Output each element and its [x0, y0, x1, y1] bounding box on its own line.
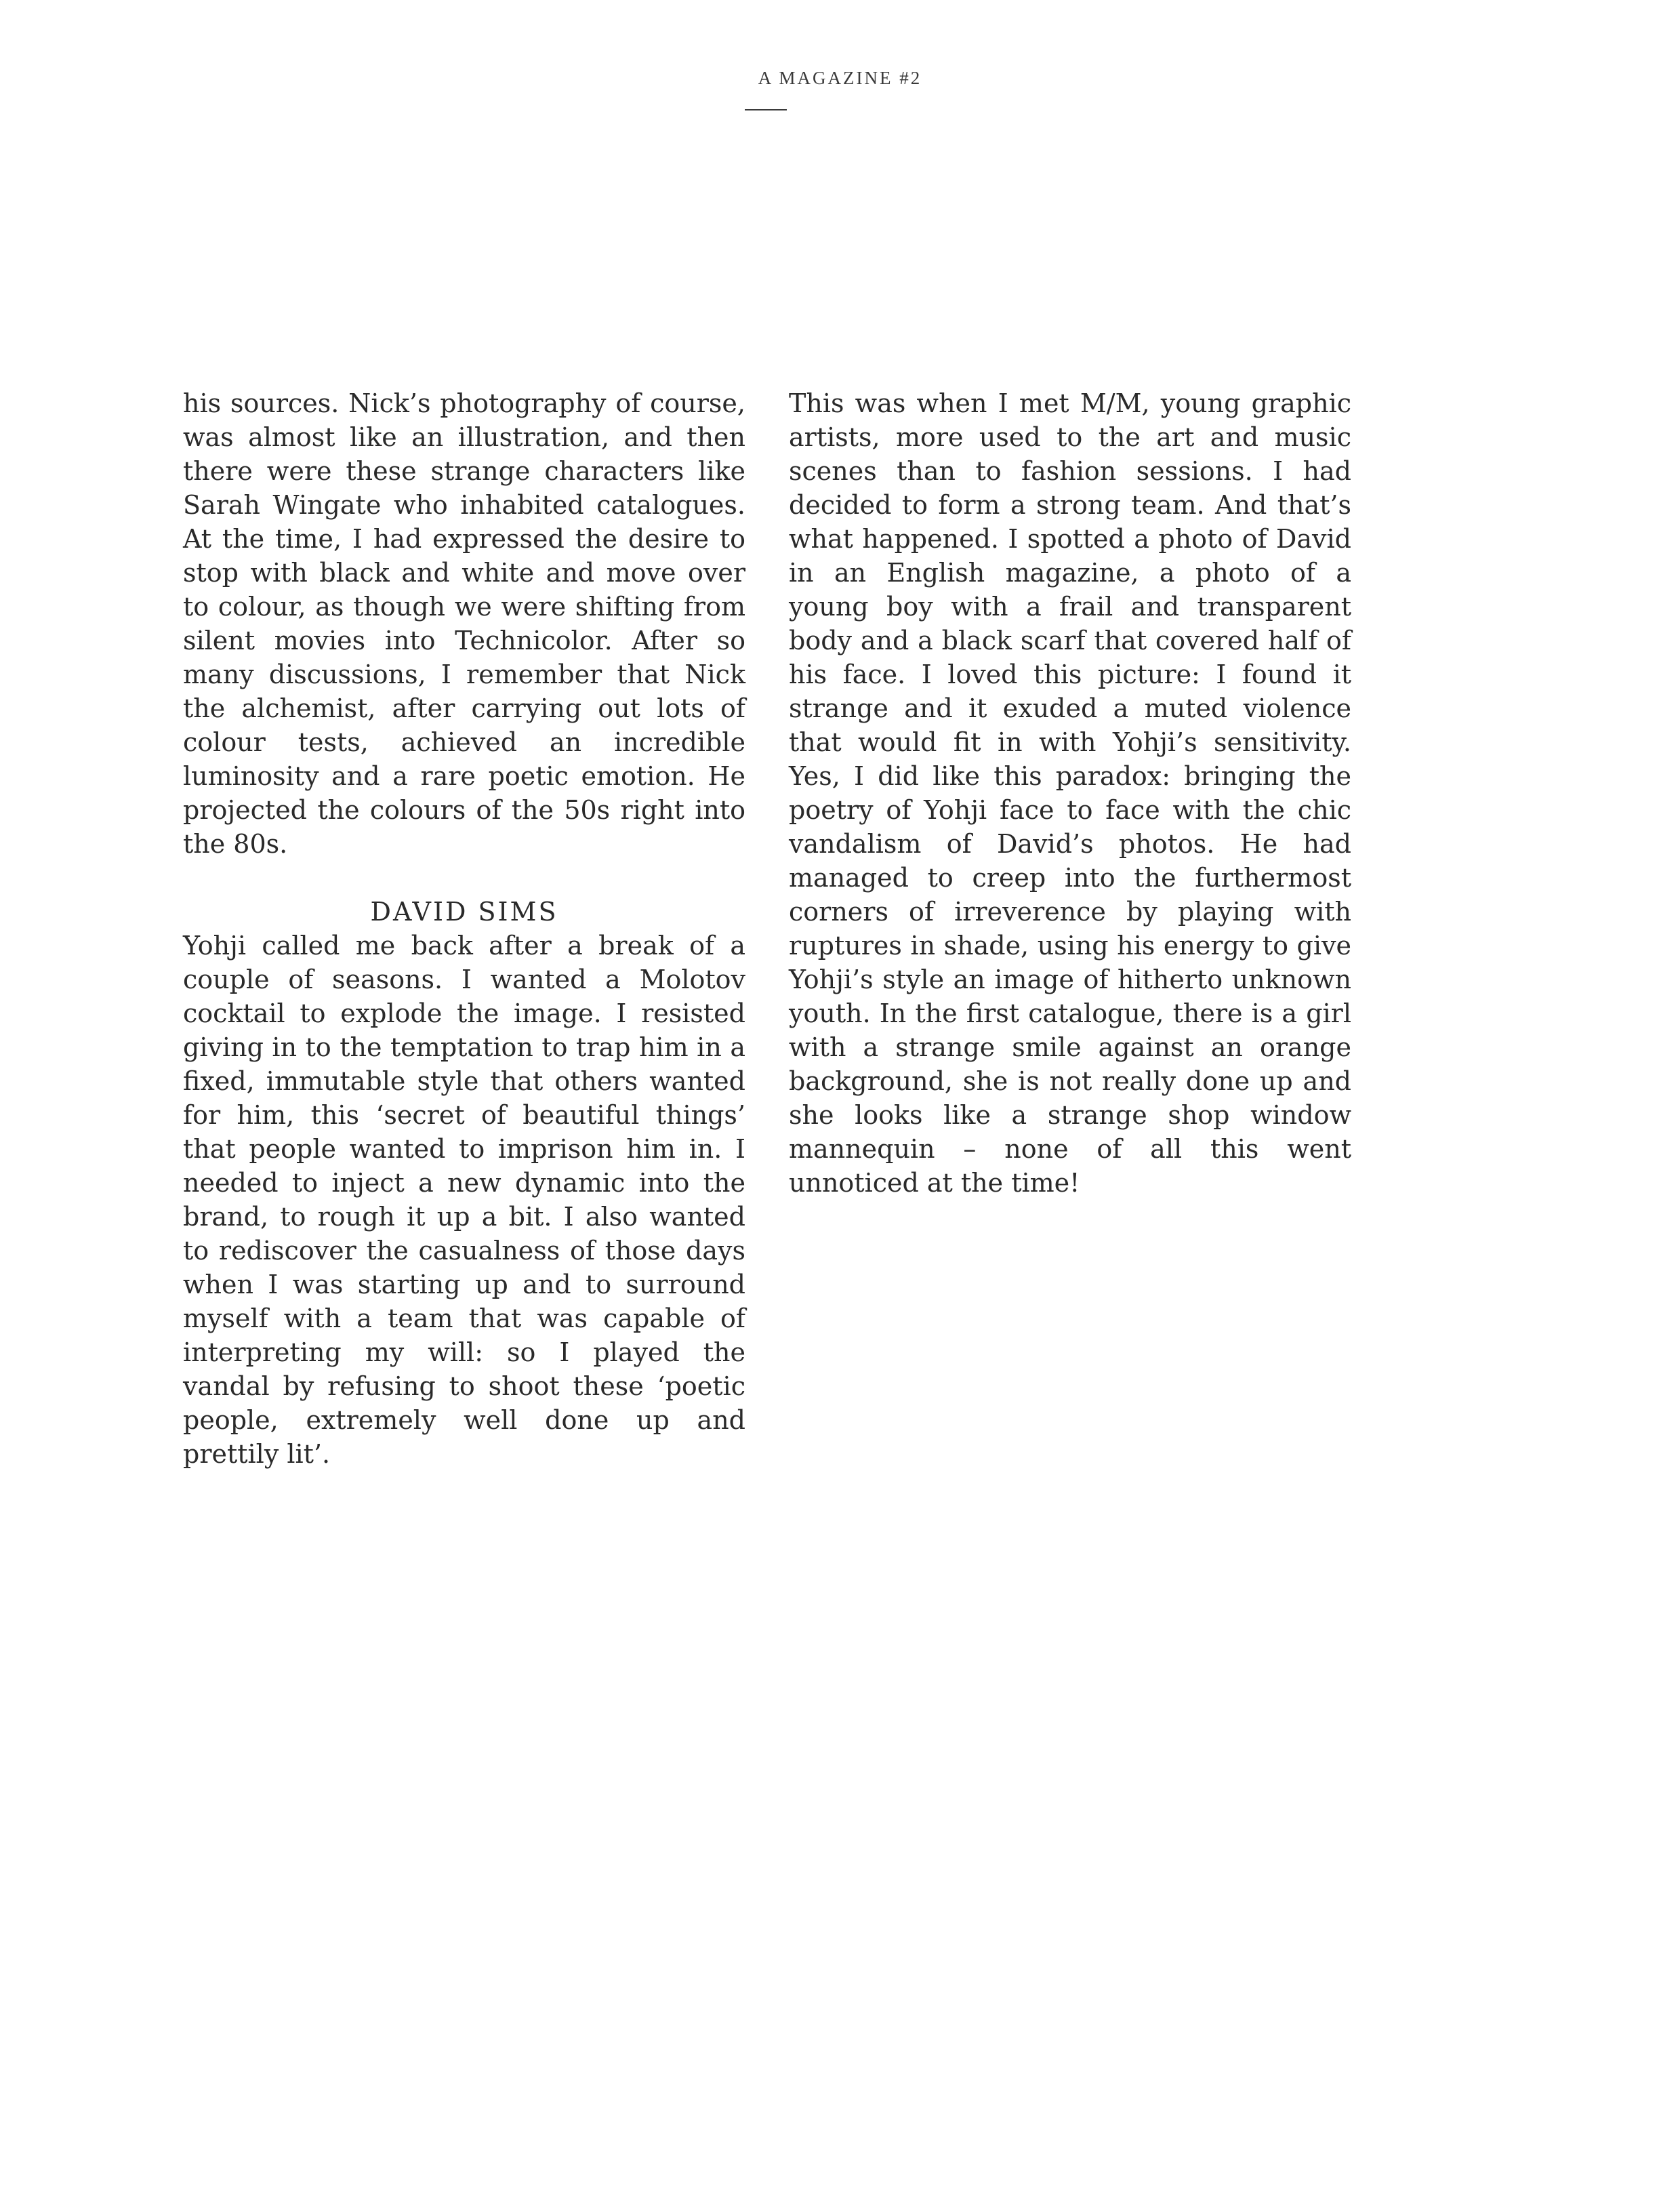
- section-heading: DAVID SIMS: [370, 897, 558, 927]
- right-column: [789, 386, 1351, 1200]
- body-paragraph: his sources. Nick’s photography of course, was almost like an illustration, and then there were these strange characters like Sarah Wingate who inhabited catalogues. At the time, I had expressed the desire to stop with black and white and move over to colour, as though we were shifting from silent movies into Technicolor. After so many discussions, I remember that Nick the alchemist, after carrying out lots of colour tests, achieved an incredible luminosity and a rare poetic emotion. He projected the colours of the 50s right into the 80s.: [183, 388, 745, 859]
- running-head: A MAGAZINE #2: [758, 68, 922, 88]
- body-paragraph: Yohji called me back after a break of a couple of seasons. I wanted a Molotov cocktail to explode the image. I resisted giving in to the temptation to trap him in a fixed, immutable style that others wanted for him, this ‘secret of beautiful things’ that people wanted to imprison him in. I needed to inject a new dynamic into the brand, to rough it up a bit. I also wanted to rediscover the casualness of those days when I was starting up and to surround myself with a team that was capable of interpreting my will: so I played the vandal by refusing to shoot these ‘poetic people, extremely well done up and prettily lit’.: [183, 931, 745, 1469]
- header-rule: [745, 109, 787, 110]
- body-paragraph: This was when I met M/M, young graphic artists, more used to the art and music scenes than to fashion sessions. I had decided to form a strong team. And that’s what happened. I spotted a photo of David in an English magazine, a photo of a young boy with a frail and transparent body and a black scarf that covered half of his face. I loved this picture: I found it strange and it exuded a muted violence that would fit in with Yohji’s sensitivity. Yes, I did like this paradox: bringing the poetry of Yohji face to face with the chic vandalism of David’s photos. He had managed to creep into the furthermost corners of irreverence by playing with ruptures in shade, using his energy to give Yohji’s style an image of hitherto unknown youth. In the first catalogue, there is a girl with a strange smile against an orange background, she is not really done up and she looks like a strange shop window mannequin – none of all this went unnoticed at the time!: [789, 388, 1351, 1198]
- left-column: [183, 386, 745, 1471]
